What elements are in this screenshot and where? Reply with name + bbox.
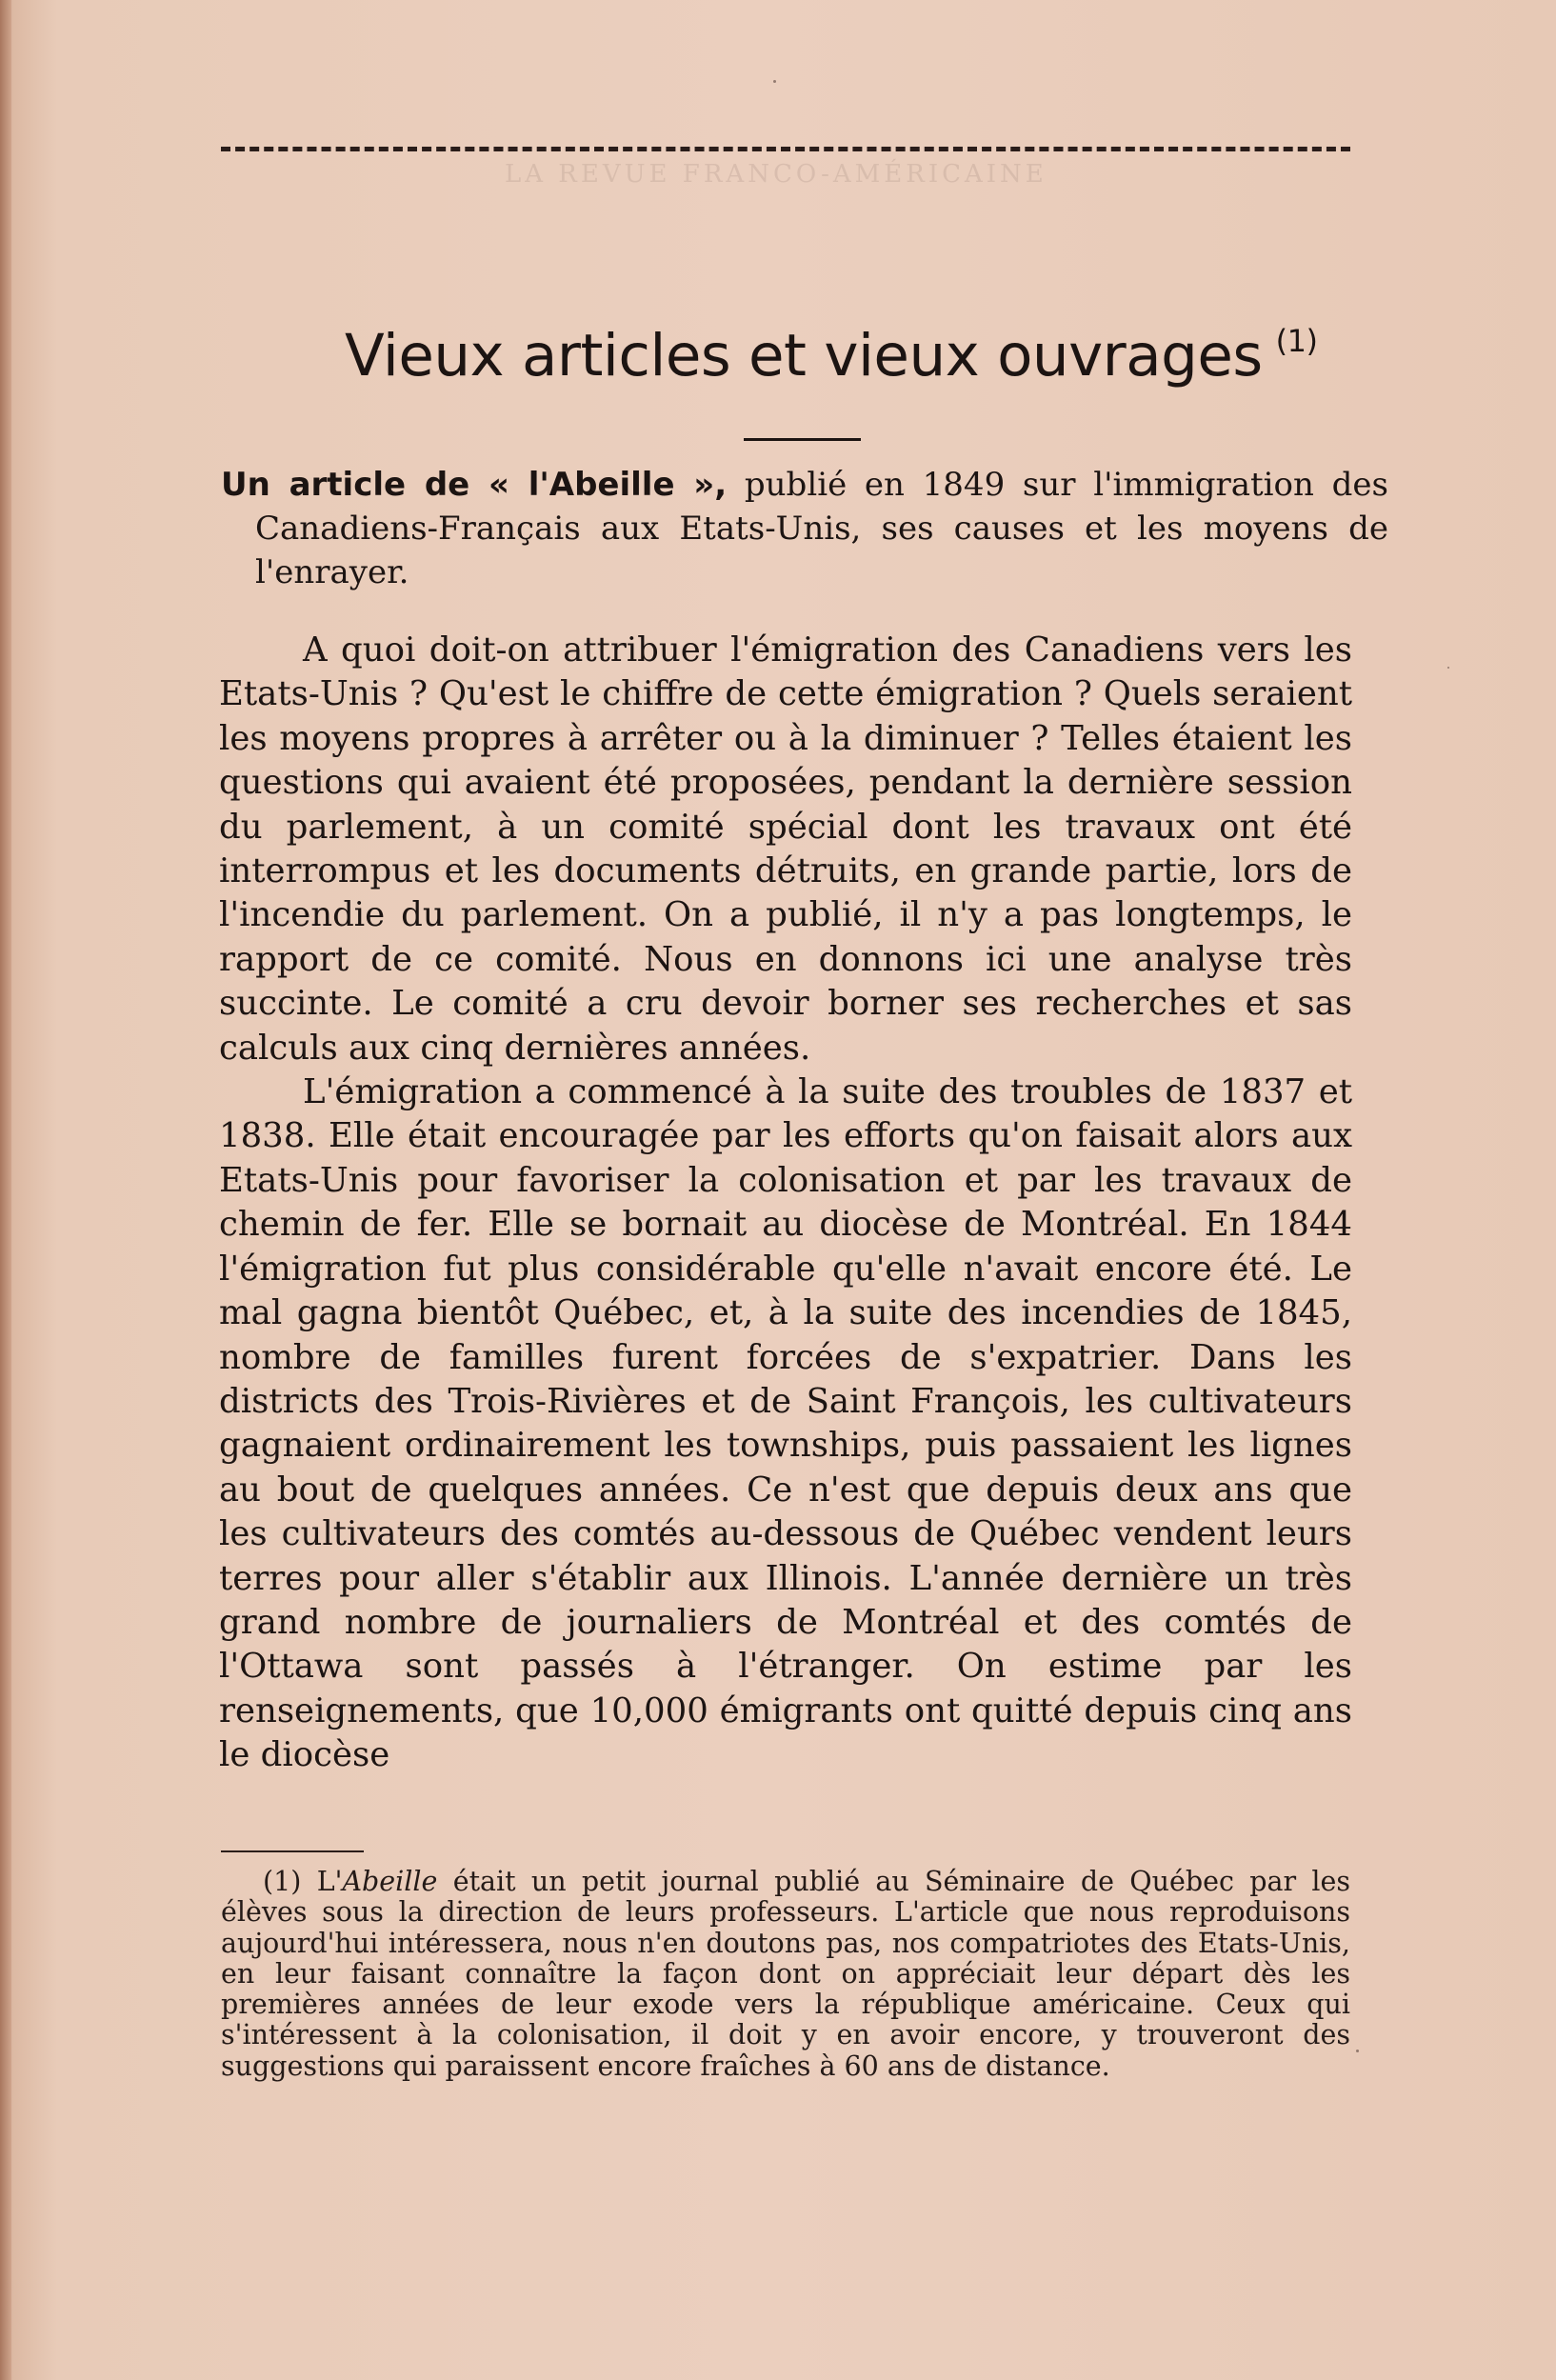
footnote-journal-name: Abeille (342, 1866, 438, 1897)
article-body (219, 629, 1352, 1778)
footnote-rule (221, 1850, 364, 1852)
paper-speck (773, 80, 776, 83)
footnote-text: était un petit journal publié au Séminaire de Québec par les élèves sous la direction de leurs professeurs. L'article que nous reproduisons aujourd'hui intéressera, nous n'en doutons pas, nos compatriotes des Etats-Unis, en leur faisant connaître la façon dont on appréciait leur départ dès les premières années de leur exode vers la république américaine. Ceux qui s'intéressent à la colonisation, il doit y en avoir encore, y trouveront des suggestions qui paraissent encore fraîches à 60 ans de distance. (221, 1866, 1351, 2082)
body-paragraph-2: L'émigration a commencé à la suite des troubles de 1837 et 1838. Elle était encouragée par les efforts qu'on faisait alors aux Etats-Unis pour favoriser la colonisation et par les travaux de chemin de fer. Elle se bornait au diocèse de Montréal. En 1844 l'émigration fut plus considérable qu'elle n'avait encore été. Le mal gagna bientôt Québec, et, à la suite des incendies de 1845, nombre de familles furent forcées de s'expatrier. Dans les districts des Trois-Rivières et de Saint François, les cultivateurs gagnaient ordinairement les townships, puis passaient les lignes au bout de quelques années. Ce n'est que depuis deux ans que les cultivateurs des comtés au-dessous de Québec vendent leurs terres pour aller s'établir aux Illinois. L'année dernière un très grand nombre de journaliers de Montréal et des comtés de l'Ottawa sont passés à l'étranger. On estime par les renseignements, que 10,000 émigrants ont quitté depuis cinq ans le diocèse (219, 1072, 1352, 1775)
header-rule (221, 147, 1350, 151)
subhead-lead: Un article de « l'Abeille », (221, 466, 728, 504)
body-paragraph-1: A quoi doit-on attribuer l'émigration des Canadiens vers les Etats-Unis ? Qu'est le chiffre de cette émigration ? Quels seraient les moyens propres à arrêter ou à la diminuer ? Telles étaient les questions qui avaient été proposées, pendant la dernière session du parlement, à un comité spécial dont les travaux ont été interrompus et les documents détruits, en grande partie, lors de l'incendie du parlement. On a publié, il n'y a pas longtemps, le rapport de ce comité. Nous en donnons ici une analyse très succinte. Le comité a cru devoir borner ses recherches et sas calculs aux cinq dernières années. (219, 630, 1352, 1068)
footnote-marker: (1) (263, 1866, 302, 1897)
paper-speck (1356, 2050, 1359, 2052)
article-title (345, 322, 1318, 390)
page-edge (0, 0, 11, 2380)
article-subhead (221, 463, 1388, 594)
faint-running-header: LA REVUE FRANCO-AMÉRICAINE (505, 160, 1047, 189)
footnote-pre: L' (316, 1866, 343, 1897)
article-title-text: Vieux articles et vieux ouvrages (345, 322, 1263, 390)
title-note-ref: (1) (1275, 322, 1318, 359)
subhead-text: publié en 1849 sur l'immigration des Canadiens-Français aux Etats-Unis, ses causes et les moyens de l'enrayer. (255, 466, 1388, 591)
title-rule (744, 438, 861, 441)
footnote (221, 1867, 1350, 2082)
paper-speck (1447, 667, 1449, 669)
